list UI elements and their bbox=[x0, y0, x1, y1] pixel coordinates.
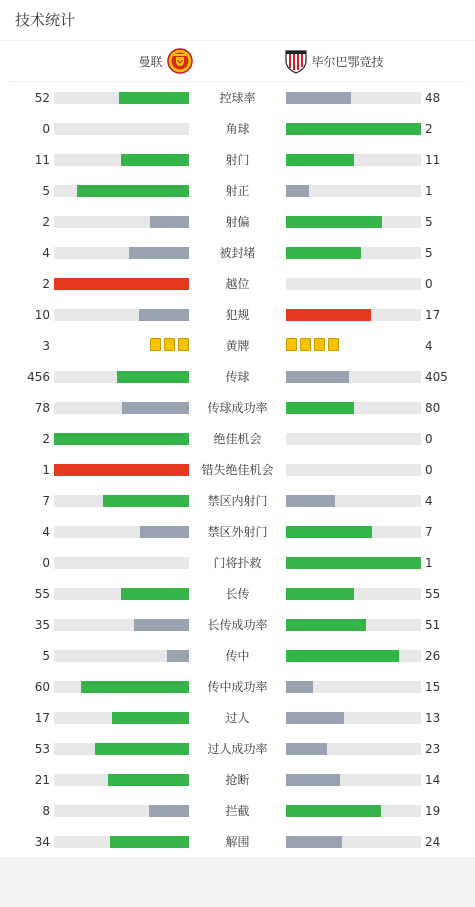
away-bar-fill bbox=[286, 247, 361, 259]
stat-label: 禁区内射门 bbox=[207, 494, 268, 508]
home-value: 2 bbox=[42, 215, 50, 229]
away-value: 4 bbox=[425, 339, 433, 353]
stat-row bbox=[0, 733, 475, 764]
stat-label: 传中 bbox=[225, 649, 250, 663]
away-bar-fill bbox=[286, 619, 366, 631]
yellow-card-icon bbox=[314, 338, 325, 351]
home-bar-track bbox=[54, 92, 189, 104]
home-value: 4 bbox=[42, 525, 50, 539]
away-bar-track bbox=[286, 774, 421, 786]
stat-label: 长传成功率 bbox=[207, 618, 268, 632]
home-bar-track bbox=[54, 619, 189, 631]
away-bar-track bbox=[286, 805, 421, 817]
away-value: 55 bbox=[425, 587, 441, 601]
home-bar-track bbox=[54, 371, 189, 383]
home-value: 5 bbox=[42, 649, 50, 663]
stat-label: 犯规 bbox=[225, 308, 250, 322]
stat-row bbox=[0, 113, 475, 144]
away-bar-track bbox=[286, 371, 421, 383]
home-bar-track bbox=[54, 247, 189, 259]
stat-label: 射偏 bbox=[225, 215, 250, 229]
home-bar-fill bbox=[77, 185, 189, 197]
stat-label: 错失绝佳机会 bbox=[201, 463, 274, 477]
home-value: 55 bbox=[34, 587, 50, 601]
home-value: 78 bbox=[34, 401, 50, 415]
stat-row bbox=[0, 795, 475, 826]
stat-row bbox=[0, 237, 475, 268]
away-bar-fill bbox=[286, 557, 421, 569]
stat-row bbox=[0, 392, 475, 423]
away-bar-track bbox=[286, 526, 421, 538]
stat-row bbox=[0, 547, 475, 578]
away-value: 17 bbox=[425, 308, 441, 322]
stat-row bbox=[0, 361, 475, 392]
home-bar-fill bbox=[81, 681, 189, 693]
away-bar-fill bbox=[286, 836, 342, 848]
away-value: 23 bbox=[425, 742, 441, 756]
home-value: 0 bbox=[42, 556, 50, 570]
away-team-name: 毕尔巴鄂竞技 bbox=[311, 54, 384, 69]
home-bar-track bbox=[54, 309, 189, 321]
home-value: 2 bbox=[42, 432, 50, 446]
away-value: 4 bbox=[425, 494, 433, 508]
home-bar-track bbox=[54, 464, 189, 476]
section-title: 技术统计 bbox=[0, 0, 475, 41]
away-bar-track bbox=[286, 309, 421, 321]
home-bar-track bbox=[54, 743, 189, 755]
stat-row bbox=[0, 516, 475, 547]
away-value: 24 bbox=[425, 835, 441, 849]
home-bar-fill bbox=[149, 805, 189, 817]
home-value: 10 bbox=[34, 308, 50, 322]
athletic-bilbao-crest-icon bbox=[284, 48, 308, 74]
home-bar-fill bbox=[54, 278, 189, 290]
away-value: 14 bbox=[425, 773, 441, 787]
home-value: 7 bbox=[42, 494, 50, 508]
away-value: 19 bbox=[425, 804, 441, 818]
away-bar-track bbox=[286, 681, 421, 693]
home-bar-fill bbox=[95, 743, 189, 755]
away-bar-fill bbox=[286, 805, 381, 817]
home-bar-track bbox=[54, 712, 189, 724]
stat-label: 射正 bbox=[225, 184, 250, 198]
away-value: 26 bbox=[425, 649, 441, 663]
away-bar-track bbox=[286, 123, 421, 135]
away-bar-fill bbox=[286, 154, 354, 166]
away-bar-track bbox=[286, 712, 421, 724]
away-bar-track bbox=[286, 154, 421, 166]
home-value: 60 bbox=[34, 680, 50, 694]
home-value: 5 bbox=[42, 184, 50, 198]
away-value: 5 bbox=[425, 215, 433, 229]
stat-label: 越位 bbox=[225, 277, 250, 291]
stat-label: 解围 bbox=[225, 835, 250, 849]
away-bar-fill bbox=[286, 185, 309, 197]
stat-row bbox=[0, 826, 475, 857]
stat-row bbox=[0, 640, 475, 671]
home-value: 11 bbox=[34, 153, 50, 167]
away-bar-fill bbox=[286, 309, 371, 321]
yellow-card-icon bbox=[328, 338, 339, 351]
away-bar-track bbox=[286, 743, 421, 755]
home-bar-fill bbox=[121, 154, 189, 166]
home-yellow-cards bbox=[150, 338, 189, 352]
home-bar-fill bbox=[110, 836, 189, 848]
home-value: 0 bbox=[42, 122, 50, 136]
away-value: 405 bbox=[425, 370, 448, 384]
away-bar-track bbox=[286, 216, 421, 228]
stat-label: 控球率 bbox=[219, 91, 256, 105]
stat-label: 禁区外射门 bbox=[207, 525, 268, 539]
home-value: 17 bbox=[34, 711, 50, 725]
away-bar-track bbox=[286, 278, 421, 290]
away-team[interactable] bbox=[284, 41, 384, 81]
teams-header bbox=[10, 41, 465, 82]
home-value: 4 bbox=[42, 246, 50, 260]
stat-row bbox=[0, 485, 475, 516]
stat-label: 绝佳机会 bbox=[213, 432, 262, 446]
away-bar-fill bbox=[286, 774, 340, 786]
away-value: 15 bbox=[425, 680, 441, 694]
away-yellow-cards bbox=[286, 338, 339, 352]
away-bar-fill bbox=[286, 743, 327, 755]
yellow-card-icon bbox=[286, 338, 297, 351]
home-bar-fill bbox=[119, 92, 189, 104]
home-bar-track bbox=[54, 681, 189, 693]
stat-label: 抢断 bbox=[225, 773, 250, 787]
away-bar-fill bbox=[286, 92, 351, 104]
yellow-card-icon bbox=[300, 338, 311, 351]
home-bar-track bbox=[54, 495, 189, 507]
home-bar-fill bbox=[112, 712, 189, 724]
stat-row bbox=[0, 82, 475, 113]
away-value: 1 bbox=[425, 184, 433, 198]
yellow-card-icon bbox=[178, 338, 189, 351]
home-bar-fill bbox=[103, 495, 189, 507]
away-value: 0 bbox=[425, 277, 433, 291]
away-bar-fill bbox=[286, 495, 335, 507]
home-bar-track bbox=[54, 557, 189, 569]
yellow-card-icon bbox=[150, 338, 161, 351]
home-bar-track bbox=[54, 185, 189, 197]
home-bar-track bbox=[54, 154, 189, 166]
stat-label: 长传 bbox=[225, 587, 250, 601]
home-bar-track bbox=[54, 433, 189, 445]
stat-row bbox=[0, 206, 475, 237]
home-bar-fill bbox=[167, 650, 189, 662]
home-value: 52 bbox=[34, 91, 50, 105]
stat-row bbox=[0, 268, 475, 299]
stat-row bbox=[0, 702, 475, 733]
stat-row bbox=[0, 144, 475, 175]
home-bar-fill bbox=[108, 774, 189, 786]
home-bar-track bbox=[54, 836, 189, 848]
stats-list bbox=[0, 82, 475, 857]
away-bar-fill bbox=[286, 402, 354, 414]
away-bar-track bbox=[286, 402, 421, 414]
home-bar-fill bbox=[122, 402, 189, 414]
stat-label: 拦截 bbox=[225, 804, 250, 818]
home-bar-fill bbox=[54, 464, 189, 476]
stat-label: 传中成功率 bbox=[207, 680, 268, 694]
stat-label: 被封堵 bbox=[219, 246, 256, 260]
away-value: 11 bbox=[425, 153, 441, 167]
away-bar-fill bbox=[286, 588, 354, 600]
manchester-united-crest-icon bbox=[167, 48, 193, 74]
home-value: 53 bbox=[34, 742, 50, 756]
home-bar-fill bbox=[129, 247, 189, 259]
home-bar-fill bbox=[121, 588, 189, 600]
home-team[interactable] bbox=[138, 41, 192, 81]
away-bar-fill bbox=[286, 681, 313, 693]
away-bar-track bbox=[286, 495, 421, 507]
away-bar-fill bbox=[286, 123, 421, 135]
home-value: 8 bbox=[42, 804, 50, 818]
away-value: 80 bbox=[425, 401, 441, 415]
stat-label: 传球成功率 bbox=[207, 401, 268, 415]
home-team-name: 曼联 bbox=[138, 54, 163, 69]
away-bar-track bbox=[286, 92, 421, 104]
away-value: 1 bbox=[425, 556, 433, 570]
home-bar-fill bbox=[139, 309, 189, 321]
stat-row bbox=[0, 175, 475, 206]
away-value: 0 bbox=[425, 432, 433, 446]
away-value: 0 bbox=[425, 463, 433, 477]
home-value: 34 bbox=[34, 835, 50, 849]
home-bar-track bbox=[54, 402, 189, 414]
away-bar-track bbox=[286, 619, 421, 631]
stat-row bbox=[0, 764, 475, 795]
away-bar-track bbox=[286, 836, 421, 848]
away-value: 48 bbox=[425, 91, 441, 105]
home-bar-fill bbox=[150, 216, 189, 228]
home-bar-fill bbox=[54, 433, 189, 445]
away-value: 5 bbox=[425, 246, 433, 260]
home-value: 2 bbox=[42, 277, 50, 291]
stat-label: 传球 bbox=[225, 370, 250, 384]
stat-row bbox=[0, 609, 475, 640]
stat-row bbox=[0, 330, 475, 361]
stat-row bbox=[0, 671, 475, 702]
stat-label: 射门 bbox=[225, 153, 250, 167]
home-bar-track bbox=[54, 216, 189, 228]
home-value: 1 bbox=[42, 463, 50, 477]
stat-row bbox=[0, 299, 475, 330]
stat-label: 门将扑救 bbox=[213, 556, 262, 570]
away-bar-fill bbox=[286, 526, 372, 538]
stat-row bbox=[0, 454, 475, 485]
stat-label: 过人成功率 bbox=[207, 742, 268, 756]
away-bar-track bbox=[286, 588, 421, 600]
away-value: 13 bbox=[425, 711, 441, 725]
stat-label: 黄牌 bbox=[225, 339, 250, 353]
home-value: 35 bbox=[34, 618, 50, 632]
away-bar-fill bbox=[286, 650, 399, 662]
home-bar-track bbox=[54, 123, 189, 135]
away-value: 51 bbox=[425, 618, 441, 632]
home-bar-fill bbox=[140, 526, 189, 538]
home-value: 21 bbox=[34, 773, 50, 787]
away-value: 2 bbox=[425, 122, 433, 136]
home-bar-fill bbox=[117, 371, 189, 383]
home-value: 3 bbox=[42, 339, 50, 353]
away-bar-fill bbox=[286, 216, 382, 228]
away-bar-track bbox=[286, 464, 421, 476]
stat-row bbox=[0, 578, 475, 609]
away-bar-track bbox=[286, 433, 421, 445]
home-bar-track bbox=[54, 526, 189, 538]
yellow-card-icon bbox=[164, 338, 175, 351]
away-value: 7 bbox=[425, 525, 433, 539]
stat-row bbox=[0, 423, 475, 454]
home-bar-track bbox=[54, 805, 189, 817]
stat-label: 过人 bbox=[225, 711, 250, 725]
away-bar-track bbox=[286, 557, 421, 569]
home-value: 456 bbox=[27, 370, 50, 384]
away-bar-track bbox=[286, 650, 421, 662]
away-bar-track bbox=[286, 185, 421, 197]
home-bar-track bbox=[54, 774, 189, 786]
away-bar-fill bbox=[286, 712, 344, 724]
home-bar-track bbox=[54, 278, 189, 290]
away-bar-track bbox=[286, 247, 421, 259]
home-bar-track bbox=[54, 650, 189, 662]
away-bar-fill bbox=[286, 371, 349, 383]
stat-label: 角球 bbox=[225, 122, 250, 136]
home-bar-track bbox=[54, 588, 189, 600]
home-bar-fill bbox=[134, 619, 189, 631]
